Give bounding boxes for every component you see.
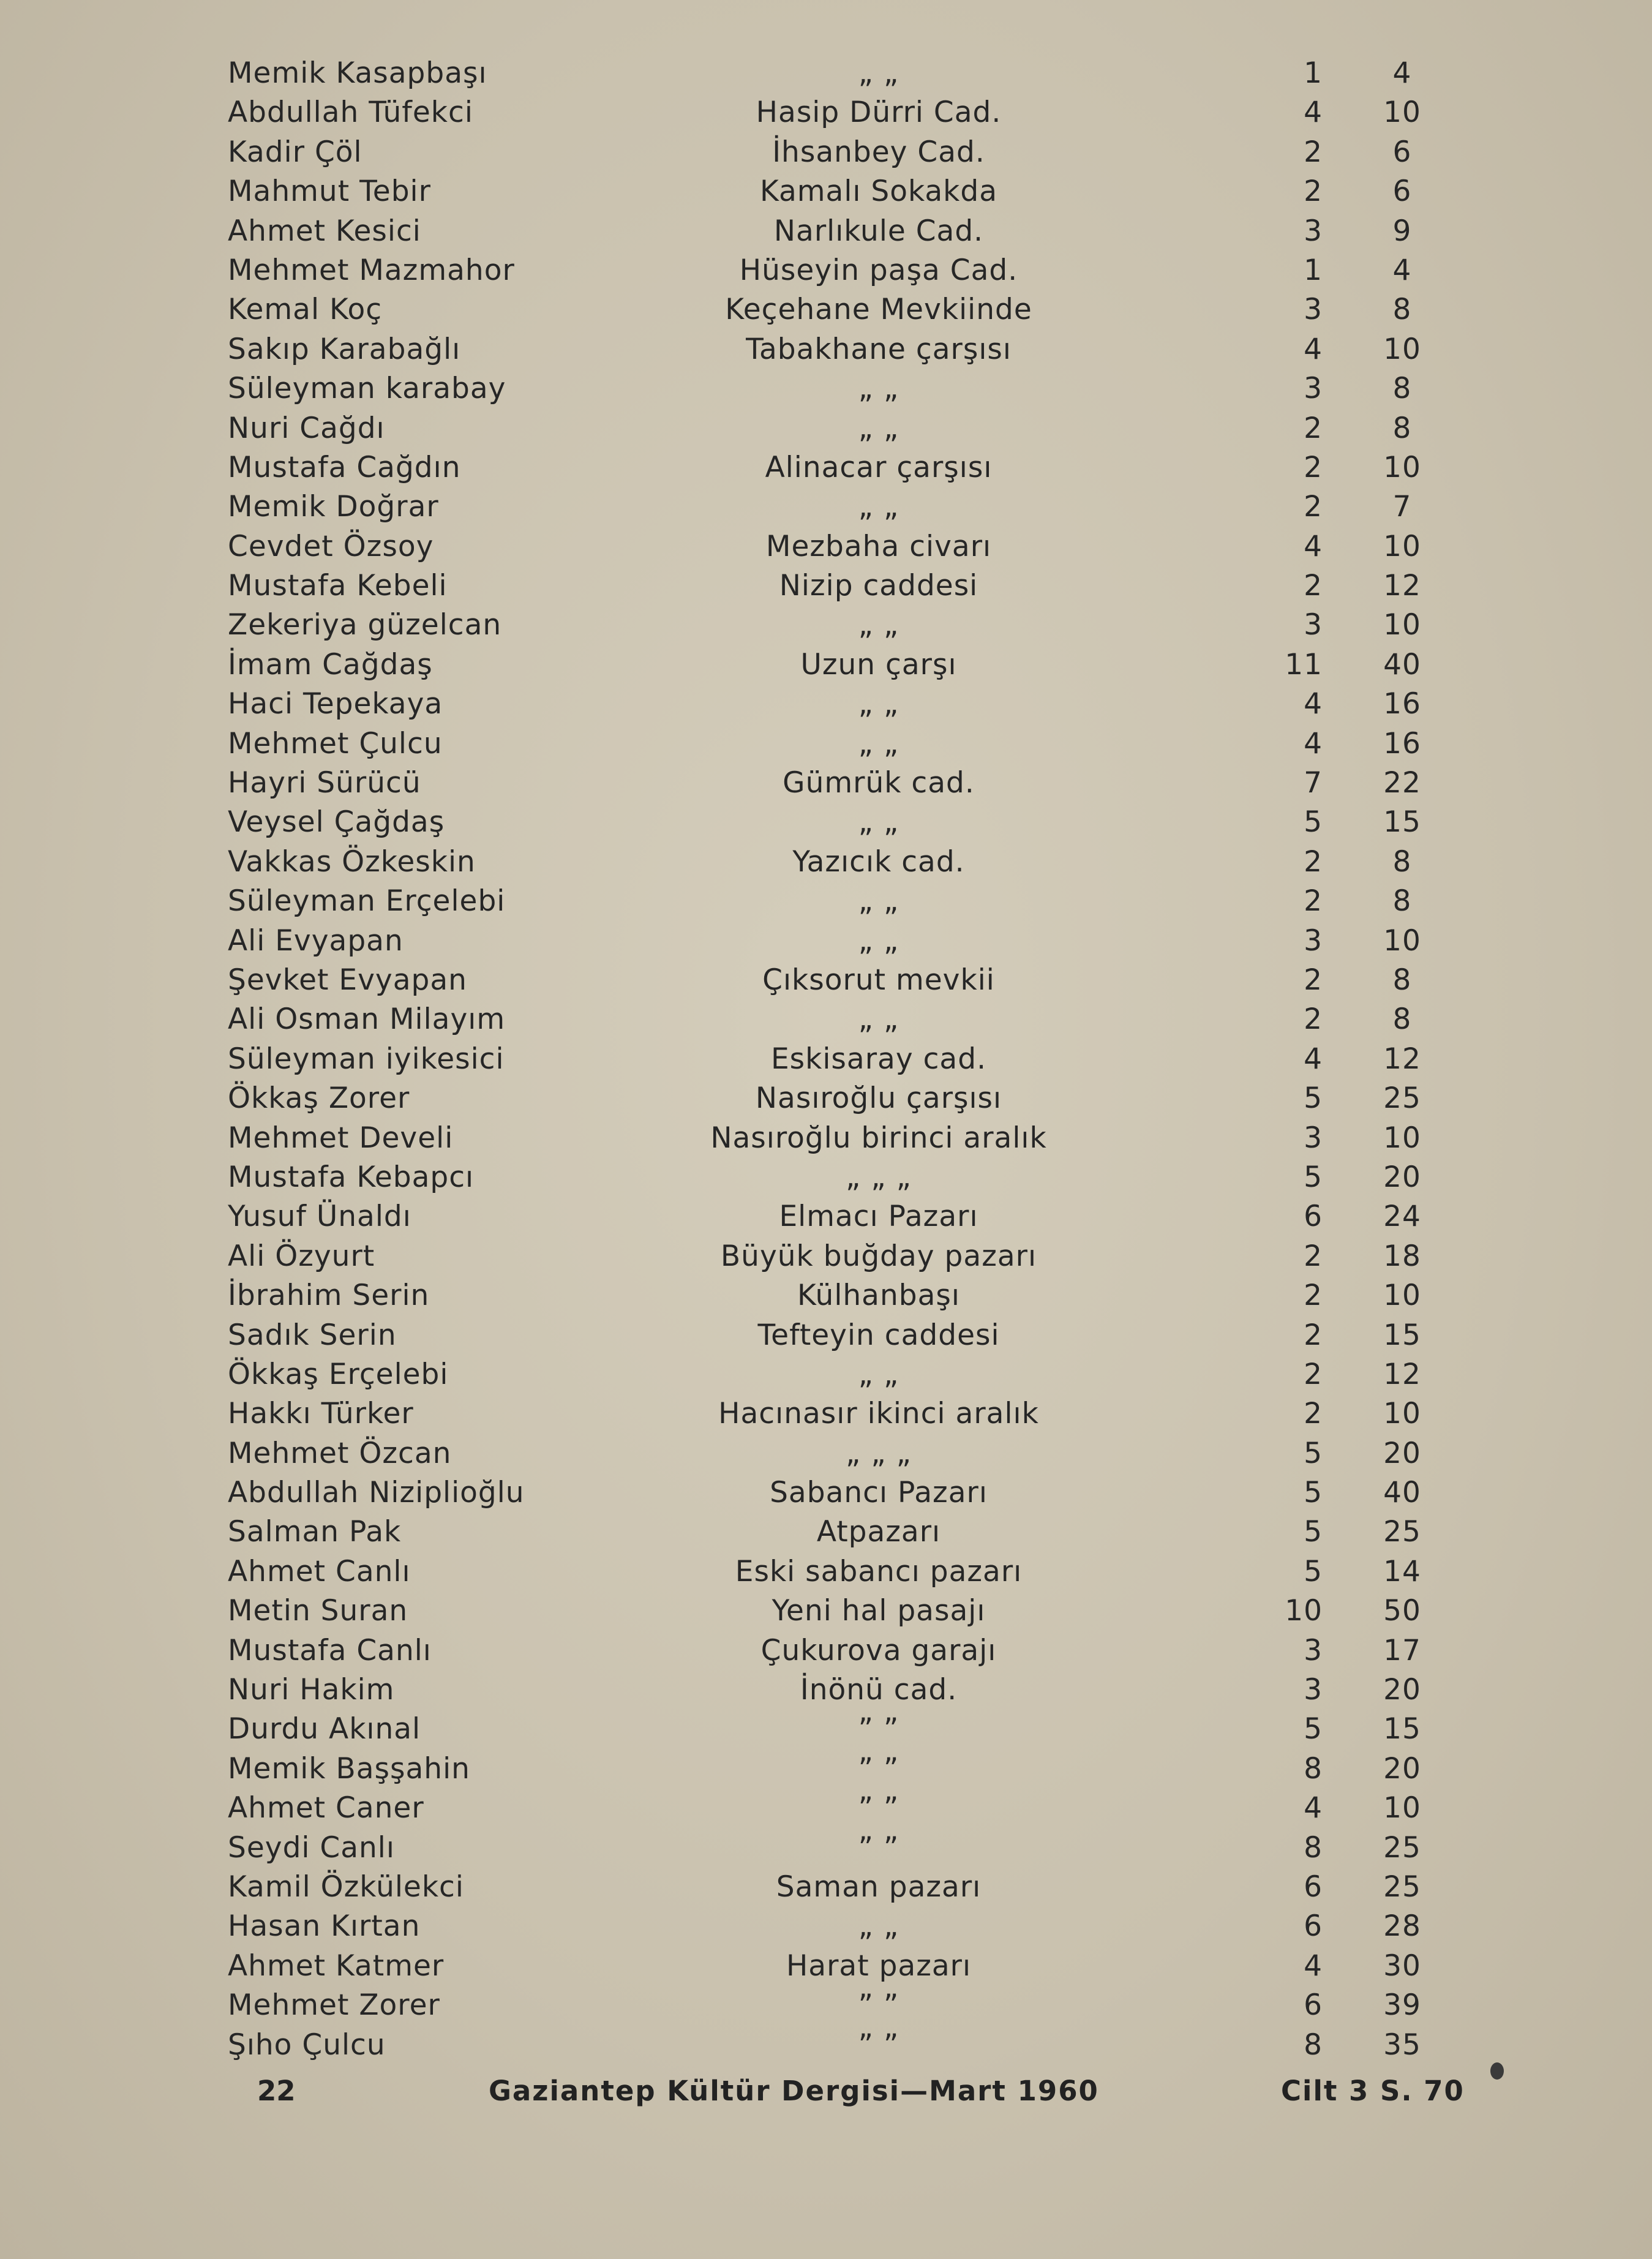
entry-count-2: 10 [1383,923,1421,958]
table-row [0,1237,1652,1276]
entry-name: Memik Kasapbaşı [228,56,487,90]
entry-count-2: 17 [1383,1633,1421,1667]
entry-name: Mustafa Kebapcı [228,1160,475,1194]
entry-place: „ „ [858,411,899,445]
footer-page-number: 22 [257,2075,296,2107]
entry-name: Ökkaş Zorer [228,1081,410,1116]
entry-count-2: 12 [1383,1357,1421,1391]
entry-name: Memik Başşahin [228,1751,470,1786]
entry-count-2: 8 [1392,1002,1412,1037]
entry-name: Hayri Sürücü [228,766,421,800]
entry-count-2: 12 [1383,1042,1421,1076]
entry-name: Ahmet Katmer [228,1949,445,1983]
entry-place: Mezbaha civarı [765,529,992,563]
entry-name: Vakkas Özkeskin [228,844,476,879]
table-row [0,1592,1652,1631]
entry-name: Kadir Çöl [228,135,362,169]
table-row [0,1040,1652,1079]
entry-name: Mustafa Canlı [228,1633,432,1667]
table-row [0,290,1652,329]
entry-count-2: 4 [1392,56,1412,90]
entry-place: Harat pazarı [786,1949,972,1983]
table-row [0,1907,1652,1946]
entry-place: ” ” [858,1988,899,2023]
entry-count-1: 3 [1304,1121,1323,1155]
entry-name: Ökkaş Erçelebi [228,1357,449,1391]
entry-count-1: 3 [1304,923,1323,958]
entry-name: Hakkı Türker [228,1397,414,1431]
entry-name: Cevdet Özsoy [228,529,434,563]
entry-count-1: 8 [1304,1830,1323,1865]
table-row [0,369,1652,408]
entry-name: Kemal Koç [228,293,383,327]
table-row [0,133,1652,172]
entry-name: İmam Cağdaş [228,647,433,682]
entry-place: Uzun çarşı [800,647,957,682]
entry-count-1: 2 [1304,844,1323,879]
entry-count-1: 6 [1304,1200,1323,1234]
entry-count-1: 6 [1304,1870,1323,1904]
entry-place: Hüseyin paşa Cad. [739,253,1018,287]
entry-count-2: 8 [1392,844,1412,879]
entry-count-1: 10 [1285,1594,1323,1628]
entry-place: „ „ [858,726,899,761]
entry-count-1: 2 [1304,963,1323,997]
entry-count-1: 2 [1304,450,1323,484]
table-row [0,1473,1652,1513]
entry-count-1: 2 [1304,135,1323,169]
table-row [0,606,1652,645]
entry-name: Mehmet Zorer [228,1988,440,2023]
entry-count-1: 2 [1304,175,1323,209]
entry-count-2: 16 [1383,726,1421,761]
entry-count-2: 25 [1383,1515,1421,1549]
table-row [0,527,1652,566]
table-row [0,882,1652,921]
entry-count-2: 25 [1383,1081,1421,1116]
entry-name: Metin Suran [228,1594,408,1628]
table-row [0,1119,1652,1158]
entry-count-2: 20 [1383,1436,1421,1470]
footer-volume: Cilt 3 S. 70 [1281,2075,1465,2107]
entry-name: Durdu Akınal [228,1712,421,1746]
entry-count-1: 2 [1304,1357,1323,1391]
entries-list [0,54,1652,2065]
entry-count-2: 18 [1383,1239,1421,1273]
entry-place: Sabancı Pazarı [770,1476,988,1510]
entry-name: Veysel Çağdaş [228,805,445,840]
entry-count-1: 1 [1304,56,1323,90]
entry-place: „ „ [858,923,899,958]
table-row [0,1986,1652,2025]
table-row [0,1434,1652,1473]
table-row [0,172,1652,211]
entry-count-1: 1 [1304,253,1323,287]
entry-count-1: 4 [1304,687,1323,721]
entry-name: Mehmet Mazmahor [228,253,515,287]
entry-count-1: 4 [1304,332,1323,366]
entry-count-1: 5 [1304,1160,1323,1194]
entry-count-2: 14 [1383,1554,1421,1588]
table-row [0,1868,1652,1907]
table-row [0,93,1652,132]
entry-name: Ali Evyapan [228,923,404,958]
entry-count-1: 7 [1304,766,1323,800]
entry-count-1: 2 [1304,1002,1323,1037]
entry-place: Çukurova garajı [760,1633,997,1667]
entry-name: Süleyman Erçelebi [228,884,506,919]
entry-count-2: 8 [1392,884,1412,919]
entry-count-2: 28 [1383,1909,1421,1944]
entry-name: Ahmet Canlı [228,1554,411,1588]
table-row [0,54,1652,93]
entry-count-2: 8 [1392,963,1412,997]
entry-count-1: 2 [1304,490,1323,524]
entry-count-2: 8 [1392,411,1412,445]
entry-count-1: 3 [1304,372,1323,406]
table-row [0,1552,1652,1592]
table-row [0,1829,1652,1868]
entry-place: „ „ [858,687,899,721]
table-row [0,487,1652,527]
footer-journal-title: Gaziantep Kültür Dergisi—Mart 1960 [489,2075,1099,2107]
table-row [0,803,1652,842]
entry-count-2: 10 [1383,1791,1421,1825]
table-row [0,251,1652,290]
entry-count-1: 6 [1304,1988,1323,2023]
entry-name: Nuri Cağdı [228,411,385,445]
entry-place: Gümrük cad. [783,766,975,800]
table-row [0,1079,1652,1118]
entry-name: Süleyman karabay [228,372,506,406]
entry-name: Mehmet Özcan [228,1436,452,1470]
entry-count-1: 3 [1304,214,1323,248]
table-row [0,1750,1652,1789]
entry-name: Mehmet Çulcu [228,726,443,761]
entry-name: Hasan Kırtan [228,1909,421,1944]
entry-name: Yusuf Ünaldı [228,1200,411,1234]
entry-count-2: 39 [1383,1988,1421,2023]
table-row [0,1316,1652,1355]
entry-count-2: 10 [1383,529,1421,563]
entry-count-2: 16 [1383,687,1421,721]
entry-count-2: 40 [1383,1476,1421,1510]
entry-place: „ „ „ [846,1160,912,1194]
entry-count-2: 15 [1383,1318,1421,1352]
entry-count-1: 8 [1304,1751,1323,1786]
entry-count-2: 30 [1383,1949,1421,1983]
entry-count-2: 10 [1383,608,1421,642]
table-row [0,922,1652,961]
entry-count-1: 2 [1304,884,1323,919]
entry-count-2: 20 [1383,1160,1421,1194]
entry-count-2: 50 [1383,1594,1421,1628]
entry-count-1: 5 [1304,1081,1323,1116]
table-row [0,1197,1652,1236]
entry-name: Mahmut Tebir [228,175,431,209]
entry-count-1: 4 [1304,96,1323,130]
entry-count-1: 4 [1304,1042,1323,1076]
entry-count-2: 8 [1392,293,1412,327]
entry-count-1: 5 [1304,1436,1323,1470]
entry-place: „ „ [858,805,899,840]
entry-name: Haci Tepekaya [228,687,443,721]
entry-place: Külhanbaşı [797,1279,960,1313]
entry-place: Atpazarı [816,1515,941,1549]
entry-count-1: 2 [1304,1397,1323,1431]
entry-count-2: 25 [1383,1830,1421,1865]
entry-count-2: 40 [1383,647,1421,682]
entry-place: „ „ [858,490,899,524]
entry-count-1: 3 [1304,608,1323,642]
table-row [0,566,1652,606]
entry-place: Elmacı Pazarı [779,1200,978,1234]
entry-count-2: 6 [1392,175,1412,209]
table-row [0,1394,1652,1434]
entry-count-2: 25 [1383,1870,1421,1904]
entry-count-2: 15 [1383,805,1421,840]
entry-count-1: 5 [1304,1515,1323,1549]
entry-place: Nizip caddesi [779,569,978,603]
entry-place: Eski sabancı pazarı [735,1554,1023,1588]
page-footer [0,2073,1652,2110]
entry-place: Eskisaray cad. [770,1042,987,1076]
table-row [0,409,1652,448]
entry-count-2: 10 [1383,450,1421,484]
entry-place: ” ” [858,1830,899,1865]
table-row [0,1631,1652,1671]
entry-count-1: 5 [1304,805,1323,840]
entry-count-1: 5 [1304,1554,1323,1588]
entry-name: Ali Özyurt [228,1239,375,1273]
entry-name: İbrahim Serin [228,1279,430,1313]
entry-name: Ahmet Caner [228,1791,424,1825]
entry-place: „ „ [858,608,899,642]
entry-name: Mustafa Cağdın [228,450,461,484]
entry-count-1: 8 [1304,2028,1323,2062]
table-row [0,1710,1652,1749]
table-row [0,212,1652,251]
entry-place: Nasıroğlu çarşısı [755,1081,1002,1116]
entry-count-2: 8 [1392,372,1412,406]
entry-count-1: 5 [1304,1712,1323,1746]
entry-count-2: 10 [1383,1121,1421,1155]
entry-place: Narlıkule Cad. [773,214,984,248]
entry-place: Çıksorut mevkii [762,963,995,997]
entry-name: Memik Doğrar [228,490,439,524]
table-row [0,2026,1652,2065]
entry-place: Yazıcık cad. [792,844,965,879]
entry-place: „ „ [858,1909,899,1944]
entry-name: Abdullah Tüfekci [228,96,473,130]
entry-place: İhsanbey Cad. [772,135,985,169]
entry-place: ” ” [858,1712,899,1746]
entry-count-2: 12 [1383,569,1421,603]
entry-name: Abdullah Niziplioğlu [228,1476,525,1510]
table-row [0,1000,1652,1039]
table-row [0,645,1652,685]
entry-count-1: 4 [1304,1949,1323,1983]
entry-count-2: 35 [1383,2028,1421,2062]
entry-name: Ahmet Kesici [228,214,421,248]
table-row [0,724,1652,764]
entry-count-1: 2 [1304,411,1323,445]
entry-place: ” ” [858,1751,899,1786]
entry-count-1: 3 [1304,293,1323,327]
entry-count-2: 10 [1383,96,1421,130]
entry-count-2: 6 [1392,135,1412,169]
entry-count-2: 9 [1392,214,1412,248]
table-row [0,1947,1652,1986]
entry-place: „ „ „ [846,1436,912,1470]
entry-count-1: 4 [1304,726,1323,761]
entry-name: Salman Pak [228,1515,402,1549]
entry-count-2: 10 [1383,1279,1421,1313]
entry-place: Saman pazarı [776,1870,982,1904]
table-row [0,1513,1652,1552]
entry-place: „ „ [858,1357,899,1391]
entry-count-2: 22 [1383,766,1421,800]
table-row [0,1355,1652,1394]
entry-place: Tefteyin caddesi [757,1318,1000,1352]
entry-name: Sadık Serin [228,1318,397,1352]
table-row [0,1789,1652,1828]
entry-name: Kamil Özkülekci [228,1870,464,1904]
entry-count-1: 3 [1304,1673,1323,1707]
entry-count-2: 4 [1392,253,1412,287]
entry-count-2: 10 [1383,1397,1421,1431]
entry-count-2: 24 [1383,1200,1421,1234]
entry-place: Hacınasır ikinci aralık [718,1397,1039,1431]
entry-name: Nuri Hakim [228,1673,395,1707]
entry-count-1: 4 [1304,529,1323,563]
entry-count-1: 4 [1304,1791,1323,1825]
ink-blot [1490,2062,1504,2080]
entry-place: Alinacar çarşısı [765,450,993,484]
entry-count-1: 5 [1304,1476,1323,1510]
entry-count-1: 2 [1304,1318,1323,1352]
table-row [0,330,1652,369]
entry-place: Hasip Dürri Cad. [756,96,1002,130]
entry-count-2: 15 [1383,1712,1421,1746]
entry-count-1: 11 [1285,647,1323,682]
entry-place: Büyük buğday pazarı [720,1239,1037,1273]
entry-place: Tabakhane çarşısı [746,332,1012,366]
entry-count-2: 20 [1383,1751,1421,1786]
entry-count-2: 20 [1383,1673,1421,1707]
entry-name: Ali Osman Milayım [228,1002,506,1037]
entry-count-1: 3 [1304,1633,1323,1667]
entry-count-1: 2 [1304,1279,1323,1313]
entry-name: Seydi Canlı [228,1830,395,1865]
entry-name: Zekeriya güzelcan [228,608,502,642]
table-row [0,1158,1652,1197]
entry-name: Şıho Çulcu [228,2028,386,2062]
entry-place: Kamalı Sokakda [759,175,998,209]
entry-count-1: 2 [1304,569,1323,603]
entry-place: „ „ [858,1002,899,1037]
entry-place: „ „ [858,372,899,406]
table-row [0,843,1652,882]
entry-place: Nasıroğlu birinci aralık [710,1121,1047,1155]
entry-place: ” ” [858,2028,899,2062]
table-row [0,685,1652,724]
entry-count-1: 2 [1304,1239,1323,1273]
table-row [0,1276,1652,1315]
entry-name: Şevket Evyapan [228,963,467,997]
entry-count-2: 10 [1383,332,1421,366]
table-row [0,961,1652,1000]
entry-name: Mehmet Develi [228,1121,454,1155]
entry-place: ” ” [858,1791,899,1825]
table-row [0,448,1652,487]
table-row [0,764,1652,803]
entry-name: Süleyman iyikesici [228,1042,505,1076]
entry-count-1: 6 [1304,1909,1323,1944]
table-row [0,1671,1652,1710]
entry-place: Yeni hal pasajı [772,1594,986,1628]
entry-place: „ „ [858,884,899,919]
entry-place: İnönü cad. [800,1673,958,1707]
entry-place: Keçehane Mevkiinde [725,293,1032,327]
entry-place: „ „ [858,56,899,90]
entry-count-2: 7 [1392,490,1412,524]
entry-name: Mustafa Kebeli [228,569,448,603]
entry-name: Sakıp Karabağlı [228,332,461,366]
